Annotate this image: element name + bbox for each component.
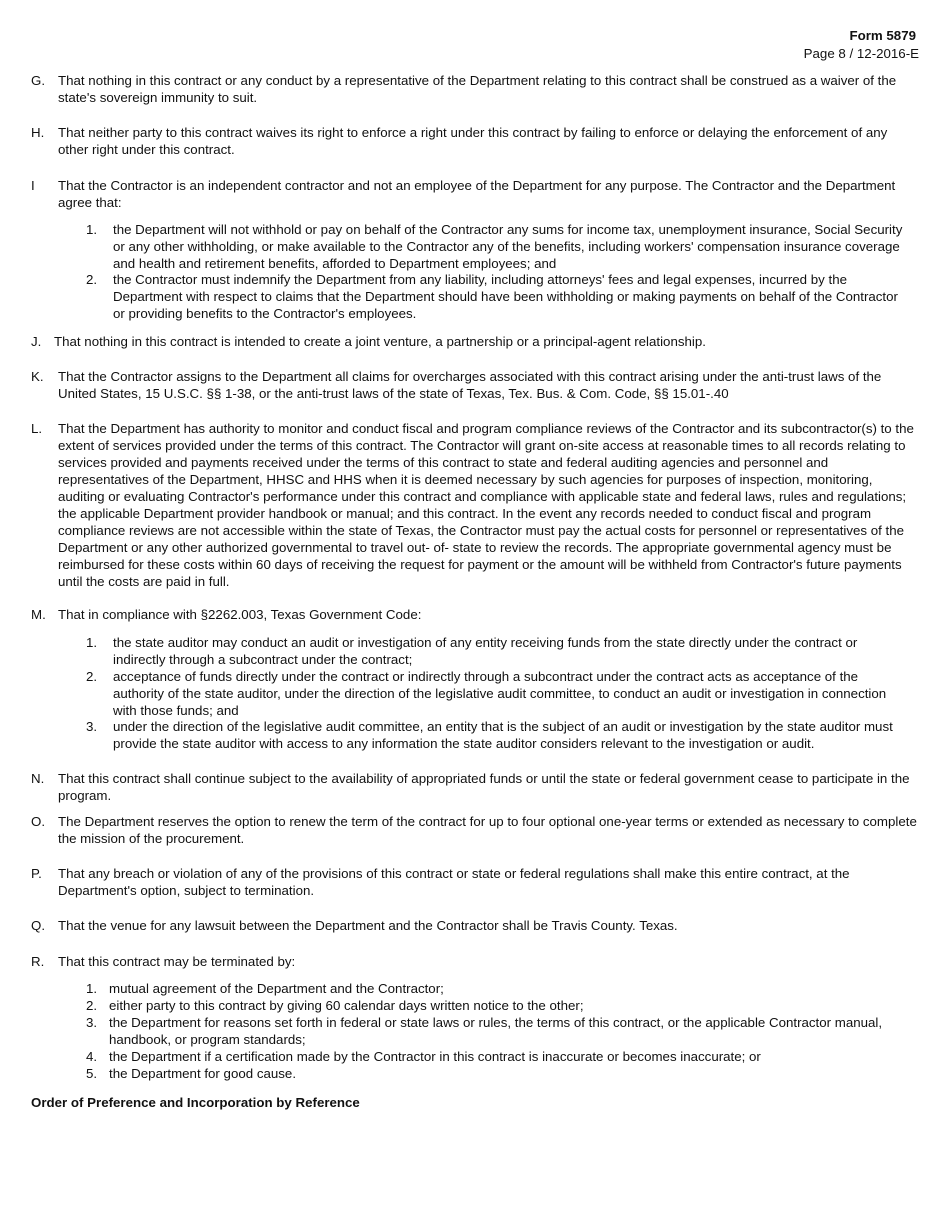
sub-number: 5. xyxy=(86,1066,98,1081)
clause-text: That this contract may be terminated by: xyxy=(58,954,296,969)
sub-text: the Department will not withhold or pay on behalf of the Contractor any sums for income tax, unemployment insurance, Social Security or any other withholding, or make available to the Contractor any of the benefits, including workers' compensation insurance coverage and health and retirement benefits, afforded to Department employees; and xyxy=(113,222,903,271)
clause-text: That in compliance with §2262.003, Texas Government Code: xyxy=(58,607,422,622)
clause-letter: N. xyxy=(31,771,45,786)
sub-number: 2. xyxy=(86,998,98,1013)
sub-text: either party to this contract by giving 60 calendar days written notice to the other; xyxy=(109,998,584,1013)
clause-text: That neither party to this contract waives its right to enforce a right under this contract by failing to enforce or delaying the enforcement of any other right under this contract. xyxy=(58,125,888,157)
clause-j xyxy=(31,333,919,350)
clause-h xyxy=(31,124,919,158)
clause-n xyxy=(31,770,919,804)
sub-text: the state auditor may conduct an audit or investigation of any entity receiving funds from the state directly under the contract or indirectly through a subcontract under the contract; xyxy=(113,635,858,667)
clause-i xyxy=(31,177,919,211)
clause-text: That the venue for any lawsuit between the Department and the Contractor shall be Travis County. Texas. xyxy=(58,918,678,933)
sub-text: mutual agreement of the Department and the Contractor; xyxy=(109,981,444,996)
sub-item xyxy=(86,634,904,668)
clause-letter: R. xyxy=(31,954,45,969)
clause-k xyxy=(31,368,919,402)
clause-letter: I xyxy=(31,178,35,193)
clause-p xyxy=(31,865,919,899)
clause-letter: J. xyxy=(31,334,42,349)
sub-number: 3. xyxy=(86,719,98,734)
page-number: Page 8 / 12-2016-E xyxy=(803,46,919,61)
clause-letter: P. xyxy=(31,866,42,881)
clause-text: That the Department has authority to monitor and conduct fiscal and program compliance reviews of the Contractor and its subcontractor(s) to the extent of services provided under the terms of this contract. The Contractor will grant on-site access at reasonable times to all records relating to services provided and payments received under the terms of this contract to state and federal auditing agencies and personnel and representatives of the Department, HHSC and HHS when it is deemed necessary by such agencies for purposes of inspection, monitoring, auditing or evaluating Contractor's performance under this contract and compliance with applicable state and federal laws, rules and regulations; the applicable Department provider handbook or manual; and this contract. In the event any records needed to conduct fiscal and program compliance reviews are not accessible within the state of Texas, the Contractor must pay the actual costs for personnel or representatives of the Department or any other authorized governmental to travel out- of- state to review the records. The appropriate governmental agency must be reimbursed for these costs within 60 days of receiving the request for payment or the amount will be withheld from Contractor's future payments until the costs are paid in full. xyxy=(58,421,914,589)
clause-g xyxy=(31,72,919,106)
sub-text: the Department if a certification made by the Contractor in this contract is inaccurate or becomes inaccurate; or xyxy=(109,1049,761,1064)
clause-text: That the Contractor assigns to the Department all claims for overcharges associated with this contract arising under the anti-trust laws of the United States, 15 U.S.C. §§ 1-38, or the anti-trust laws of the state of Texas, Tex. Bus. & Com. Code, §§ 15.01-.40 xyxy=(58,369,882,401)
clause-letter: G. xyxy=(31,73,46,88)
sub-number: 1. xyxy=(86,981,98,996)
form-number: Form 5879 xyxy=(849,28,916,43)
clause-letter: H. xyxy=(31,125,45,140)
sub-number: 1. xyxy=(86,222,98,237)
sub-text: the Department for reasons set forth in federal or state laws or rules, the terms of this contract, or the applicable Contractor manual, handbook, or program standards; xyxy=(109,1015,883,1047)
clause-text: That this contract shall continue subject to the availability of appropriated funds or until the state or federal government cease to participate in the program. xyxy=(58,771,910,803)
sub-item xyxy=(86,271,904,322)
sub-item xyxy=(86,668,904,719)
sub-text: the Department for good cause. xyxy=(109,1066,297,1081)
sub-number: 3. xyxy=(86,1015,98,1030)
sub-item xyxy=(86,1065,904,1082)
clause-text: The Department reserves the option to renew the term of the contract for up to four optional one-year terms or extended as necessary to complete the mission of the procurement. xyxy=(58,814,917,846)
clause-l xyxy=(31,420,919,590)
sub-item xyxy=(86,1048,904,1065)
clause-text: That nothing in this contract or any conduct by a representative of the Department relating to this contract shall be construed as a waiver of the state's sovereign immunity to suit. xyxy=(58,73,897,105)
sub-number: 1. xyxy=(86,635,98,650)
sub-text: acceptance of funds directly under the contract or indirectly through a subcontract under the contract acts as acceptance of the authority of the state auditor, under the direction of the legislative audit committee, to conduct an audit or investigation in connection with those funds; and xyxy=(113,669,887,718)
clause-r xyxy=(31,953,919,970)
sub-item xyxy=(86,718,904,752)
sub-item xyxy=(86,980,904,997)
clause-letter: Q. xyxy=(31,918,46,933)
sub-text: under the direction of the legislative audit committee, an entity that is the subject of an audit or investigation by the state auditor must provide the state auditor with access to any information the state auditor considers relevant to the investigation or audit. xyxy=(113,719,893,751)
clause-o xyxy=(31,813,919,847)
sub-number: 4. xyxy=(86,1049,98,1064)
clause-q xyxy=(31,917,919,934)
clause-letter: K. xyxy=(31,369,44,384)
clause-letter: L. xyxy=(31,421,43,436)
sub-item xyxy=(86,221,904,272)
sub-text: the Contractor must indemnify the Department from any liability, including attorneys' fees and legal expenses, incurred by the Department with respect to claims that the Department should have been withholding or making payments on behalf of the Contractor or providing benefits to the Contractor's employees. xyxy=(113,272,898,321)
sub-number: 2. xyxy=(86,669,98,684)
clause-letter: O. xyxy=(31,814,46,829)
section-heading: Order of Preference and Incorporation by Reference xyxy=(31,1095,360,1110)
clause-letter: M. xyxy=(31,607,46,622)
clause-text: That the Contractor is an independent contractor and not an employee of the Department for any purpose. The Contractor and the Department agree that: xyxy=(58,178,896,210)
clause-text: That any breach or violation of any of the provisions of this contract or state or federal regulations shall make this entire contract, at the Department's option, subject to termination. xyxy=(58,866,850,898)
sub-number: 2. xyxy=(86,272,98,287)
sub-item xyxy=(86,1014,904,1048)
sub-item xyxy=(86,997,904,1014)
clause-m xyxy=(31,606,919,623)
clause-text: That nothing in this contract is intended to create a joint venture, a partnership or a principal-agent relationship. xyxy=(54,334,706,349)
